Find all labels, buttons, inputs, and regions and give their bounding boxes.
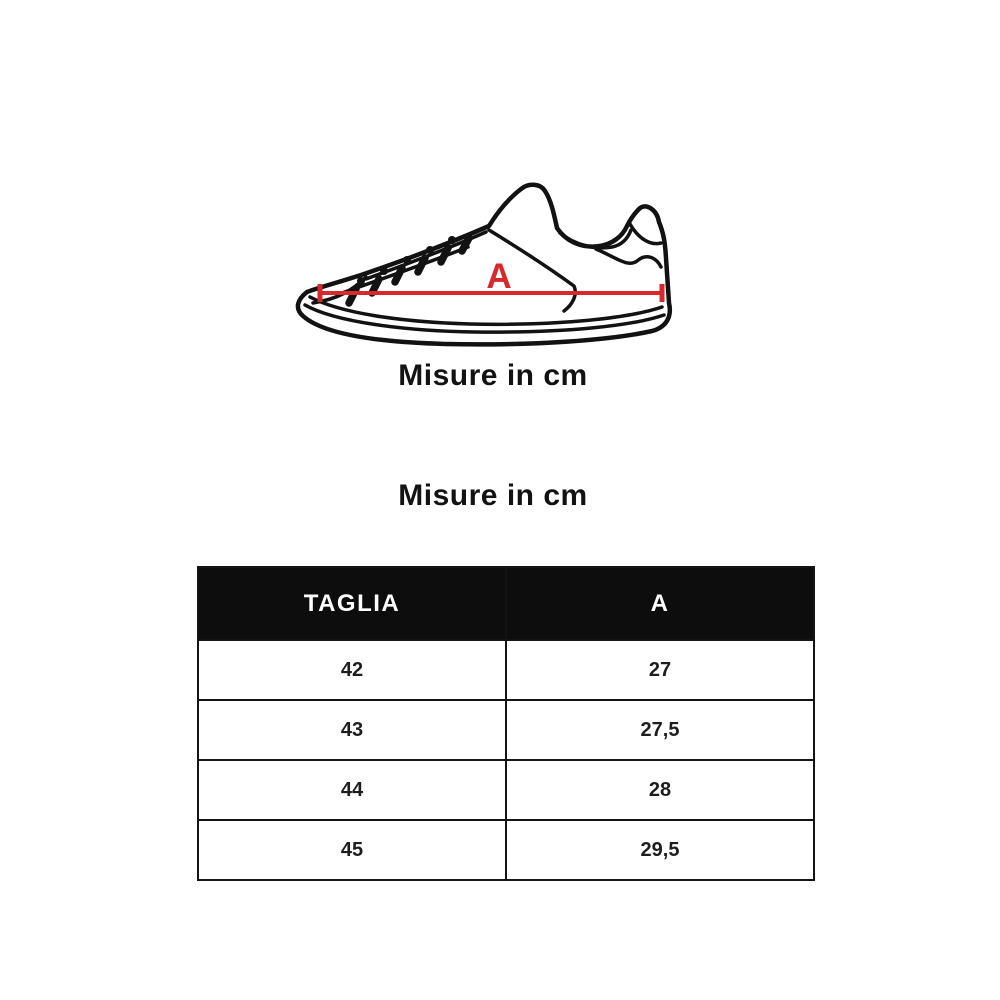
size-table-header-a: A	[506, 567, 814, 640]
size-table-header-taglia: TAGLIA	[198, 567, 506, 640]
measure-cell: 27	[506, 640, 814, 700]
size-cell: 42	[198, 640, 506, 700]
size-table	[197, 566, 815, 881]
table-row	[198, 700, 814, 760]
size-table-header-row	[198, 567, 814, 640]
table-section-title: Misure in cm	[398, 479, 588, 512]
size-cell: 45	[198, 820, 506, 880]
size-cell: 43	[198, 700, 506, 760]
size-cell: 44	[198, 760, 506, 820]
measurement-label: A	[486, 257, 512, 296]
table-row	[198, 640, 814, 700]
diagram-caption: Misure in cm	[398, 359, 588, 392]
measure-cell: 27,5	[506, 700, 814, 760]
measure-cell: 28	[506, 760, 814, 820]
measure-cell: 29,5	[506, 820, 814, 880]
table-row	[198, 760, 814, 820]
table-row	[198, 820, 814, 880]
sneaker-outline-icon	[298, 185, 670, 345]
